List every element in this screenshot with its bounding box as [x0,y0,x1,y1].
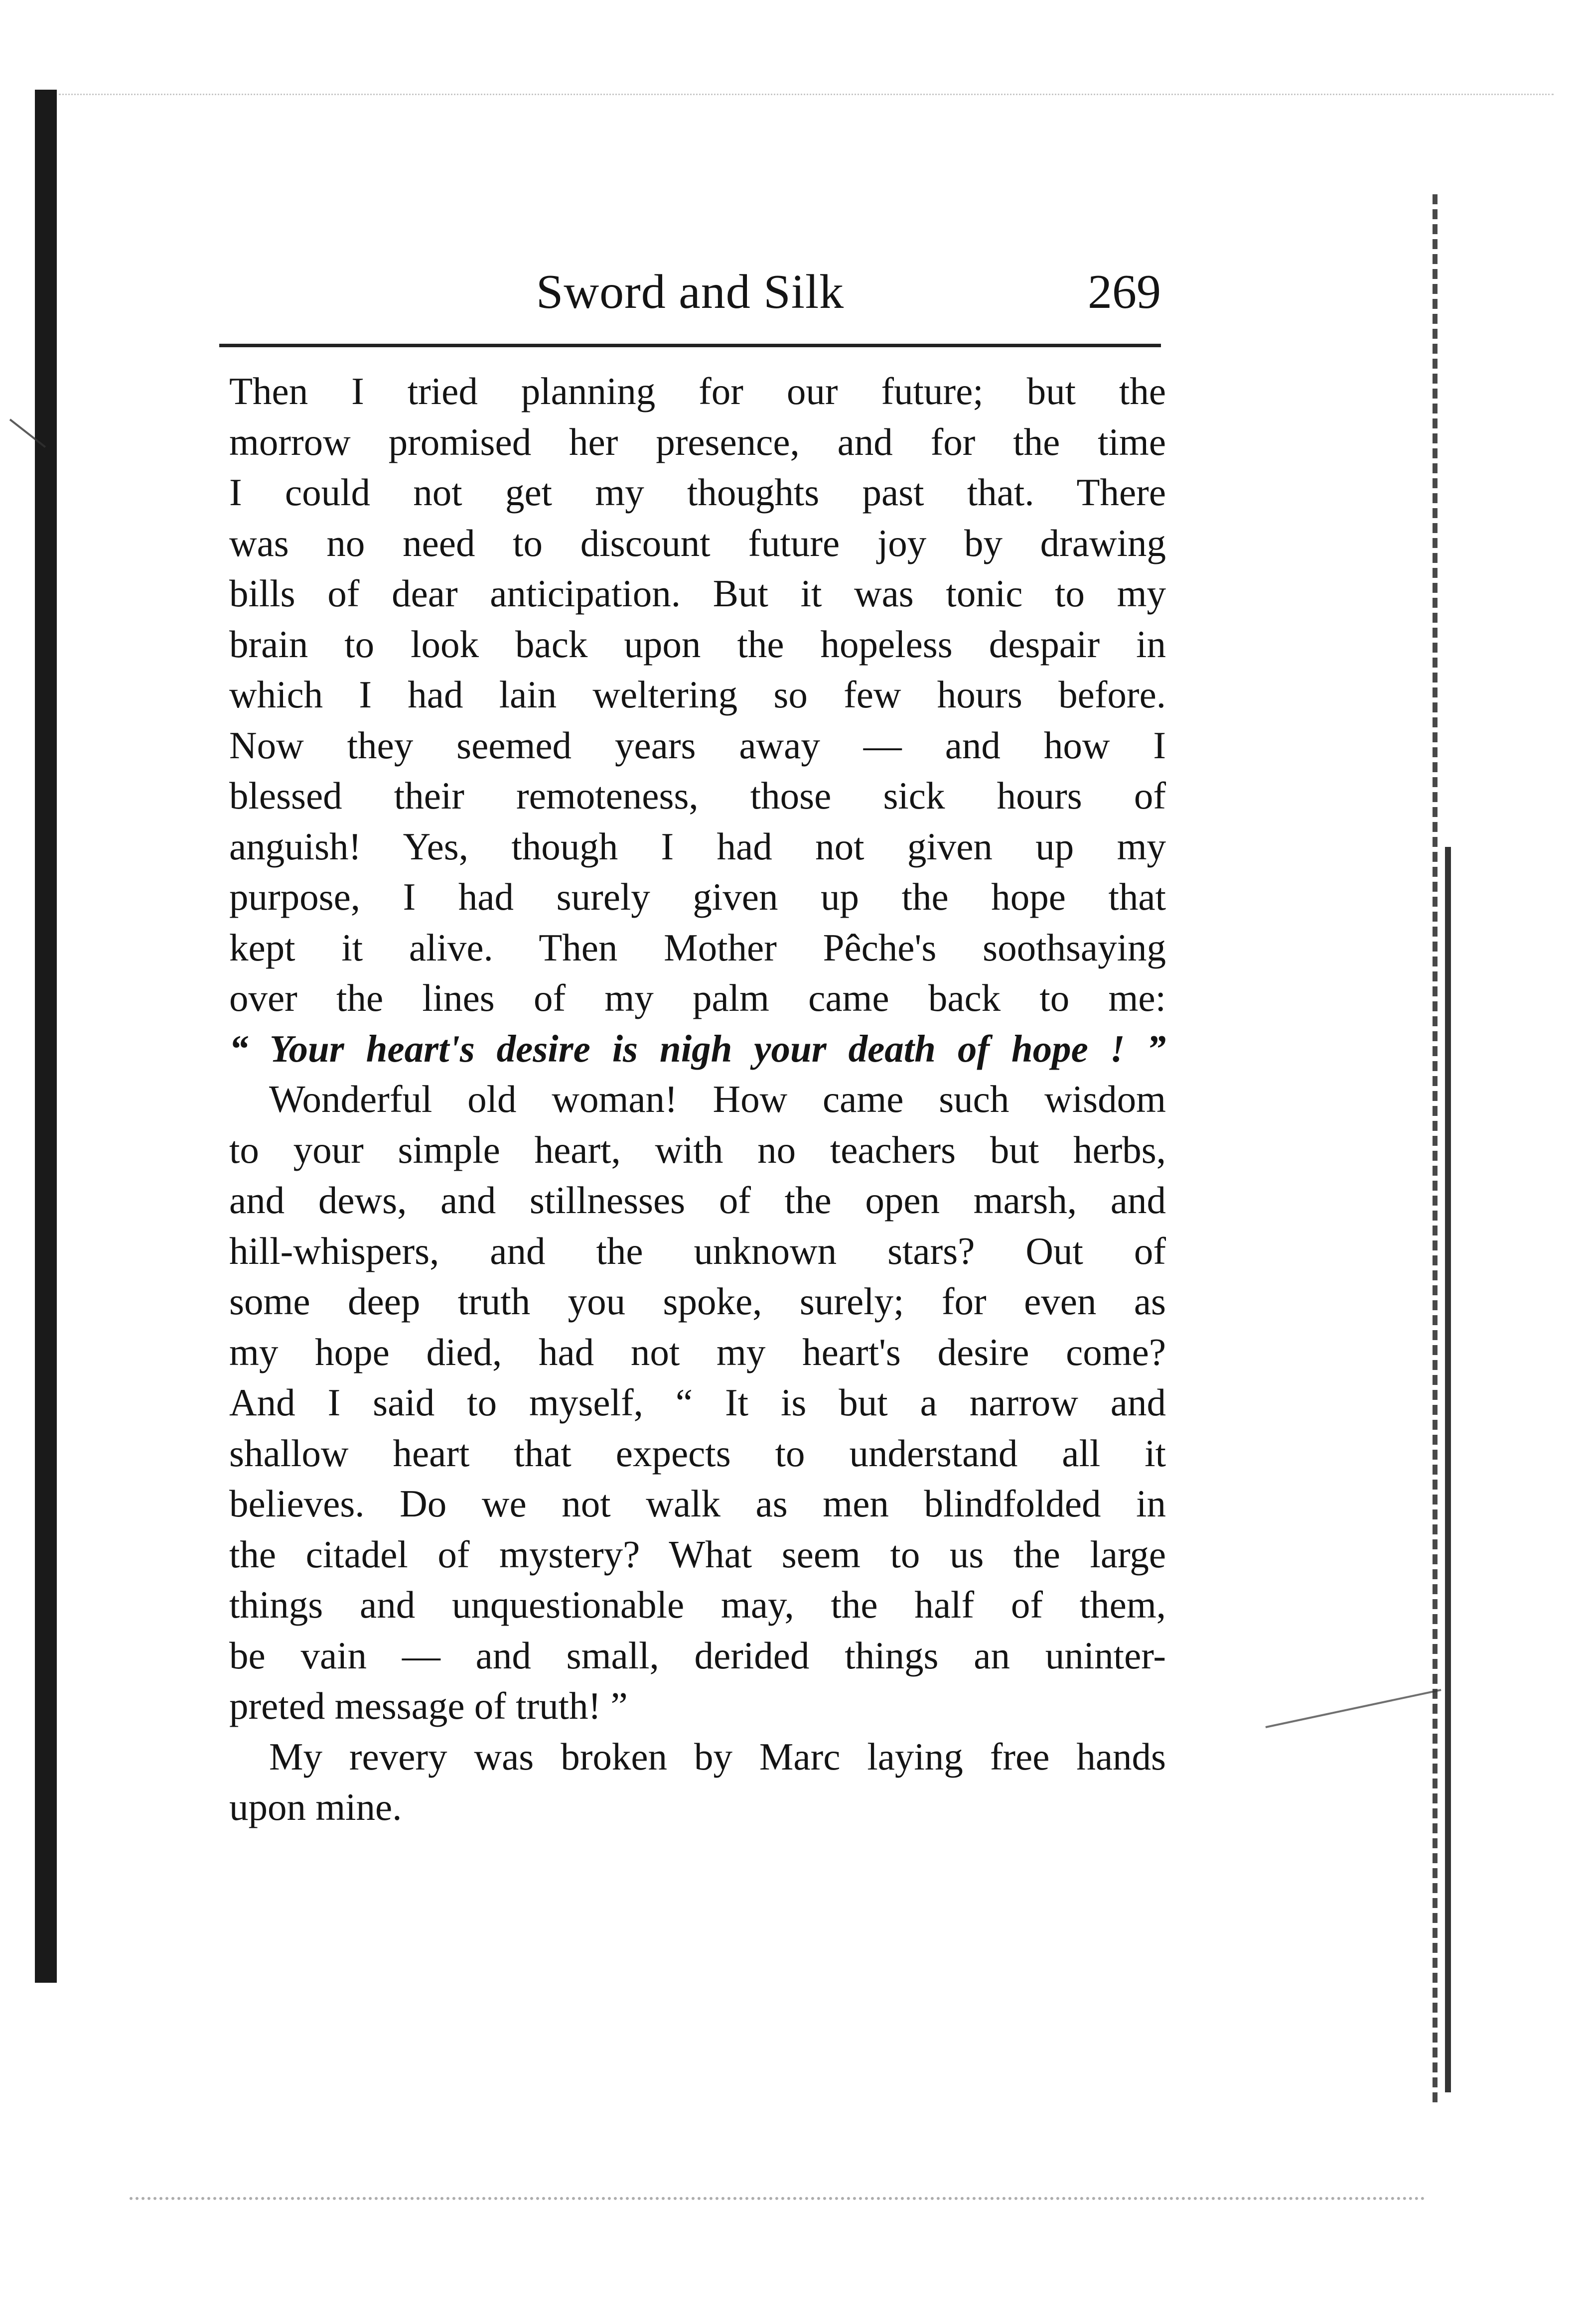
scan-binding-edge [35,90,57,1983]
text-line: upon mine. [229,1785,402,1828]
text-line: My revery was broken by Marc laying free hands [269,1735,1166,1778]
text-line: kept it alive. Then Mother Pêche's soothsaying [229,926,1166,969]
text-line: believes. Do we not walk as men blindfolded in [229,1482,1166,1525]
text-line: Wonderful old woman! How came such wisdom [269,1078,1166,1120]
text-line: which I had lain weltering so few hours before. [229,673,1166,716]
scan-stray-line [1266,1689,1441,1728]
text-line: brain to look back upon the hopeless despair in [229,622,1166,666]
text-line: some deep truth you spoke, surely; for even as [229,1280,1166,1323]
header-rule [219,344,1161,347]
text-line: I could not get my thoughts past that. There [229,471,1166,514]
text-line: blessed their remoteness, those sick hours of [229,774,1166,817]
text-line: morrow promised her presence, and for the time [229,420,1166,463]
scan-top-noise [59,94,1554,95]
text-line: my hope died, had not my heart's desire come? [229,1330,1166,1373]
text-line: purpose, I had surely given up the hope that [229,875,1166,918]
page-number: 269 [1088,265,1161,319]
text-line: anguish! Yes, though I had not given up my [229,824,1166,868]
text-line: over the lines of my palm came back to me: [229,976,1166,1019]
running-title: Sword and Silk [536,265,845,319]
text-line: Then I tried planning for our future; but the [229,370,1166,412]
text-line: be vain — and small, derided things an uninter- [229,1634,1166,1677]
page-header [219,264,1161,329]
text-line: and dews, and stillnesses of the open marsh, and [229,1179,1166,1222]
text-line: things and unquestionable may, the half of them, [229,1583,1166,1626]
text-line: hill-whispers, and the unknown stars? Out of [229,1229,1166,1272]
text-line: preted message of truth! ” [229,1684,628,1727]
text-line: bills of dear anticipation. But it was tonic to my [229,572,1166,615]
text-line: shallow heart that expects to understand all it [229,1431,1166,1475]
text-line: Now they seemed years away — and how I [229,723,1166,767]
quoted-prophecy-line: “ Your heart's desire is nigh your death of hope ! ” [229,1027,1166,1070]
text-line: was no need to discount future joy by drawing [229,521,1166,564]
body-text [229,366,1166,1833]
scan-right-edge-dark [1445,847,1457,2092]
text-line: And I said to myself, “ It is but a narrow and [229,1381,1166,1424]
text-line: the citadel of mystery? What seem to us the large [229,1532,1166,1576]
text-line: to your simple heart, with no teachers but herbs, [229,1128,1166,1171]
scan-bottom-noise [130,2197,1425,2200]
